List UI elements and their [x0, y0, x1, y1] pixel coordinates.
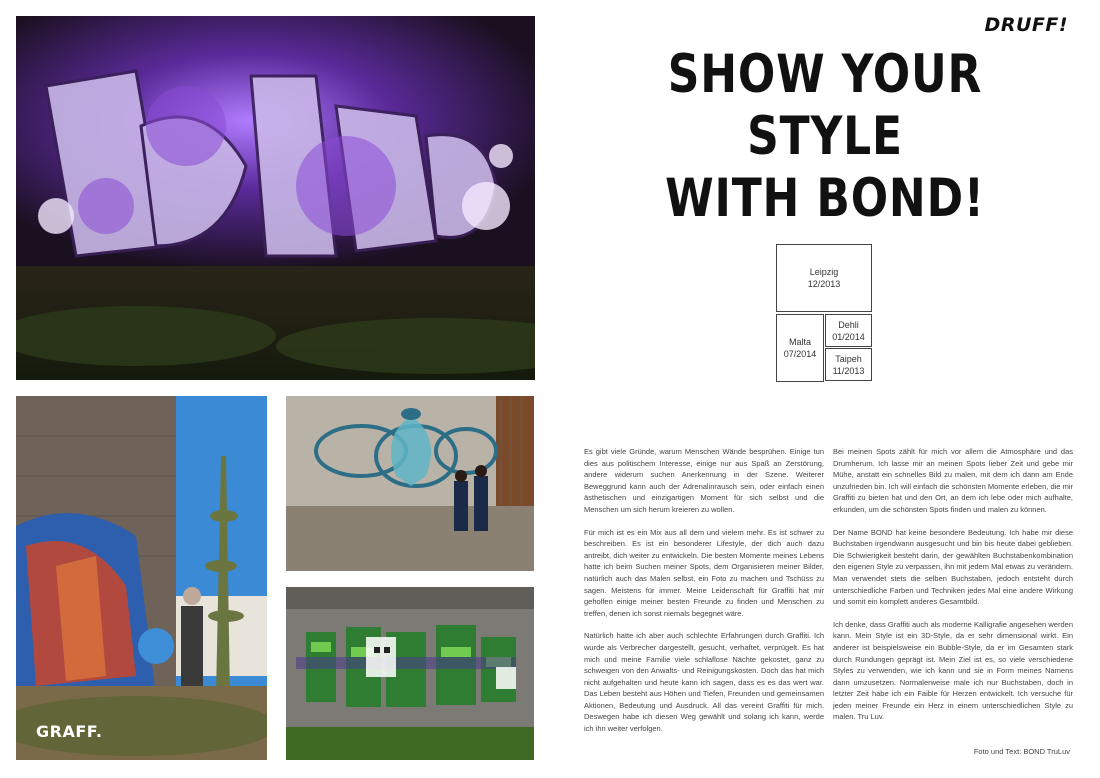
- location-date: 07/2014: [783, 349, 817, 359]
- article-paragraph: Für mich ist es ein Mix aus all dem und vielem mehr. Es ist schwer zu beschreiben. Es ist ein besonderer Lifestyle, der dich auch dazu antreibt, dich weiter zu entwickeln. Die besten Momente meines Lebens hatte ich beim Suchen meiner Spots, dem Organisieren meiner Bilder, natürlich auch das Malen selbst, ein Foto zu machen und Tschüss zu sagen. Meistens für immer. Meine Leidenschaft für Graffiti hat mir geholfen einige meiner besten Freunde zu finden und Menschen zu treffen, denen ich sonst niemals begegnet wäre.: [584, 527, 824, 618]
- wall-painter-photo: [16, 396, 267, 760]
- location-date: 11/2013: [832, 365, 865, 376]
- magazine-logo: DRUFF!: [984, 14, 1068, 36]
- article-paragraph: Bei meinen Spots zählt für mich vor allem die Atmosphäre und das Drumherum. Ich lasse mir an meinen Spots lieber Zeit und gebe mir Mühe, anstatt ein schnelles Bild zu malen, mit dem ich dann am Ende unzufrieden bin. Ich will einfach die schönsten Momente erleben, die mir Graffiti zu bieten hat und den Ort, an dem ich lebe oder mich aufhalte, erkunden, um die schönsten Spots finden und malen zu können.: [833, 447, 1073, 514]
- graff-logo: GRAFF.: [36, 722, 103, 741]
- article-column-2: [833, 446, 1073, 734]
- article-paragraph: Der Name BOND hat keine besondere Bedeutung. Ich habe mir diese Buchstaben irgendwann ausgesucht und bin bis heute dabei geblieben. Die Schwierigkeit besteht darin, der gewählten Buchstabenkombination den eigenen Style zu verpassen, ihn mit jedem Mal etwas zu verändern. Man verwendet stets die selben Buchstaben, jedoch entsteht durch unterschiedliche Farben und Techniken jedes Mal eine andere Wirkung und somit ein komplett anderes Gesamtbild.: [833, 527, 1073, 607]
- pixel-graffiti-photo: [286, 587, 534, 760]
- location-city: Malta: [788, 337, 811, 347]
- location-box-malta: [776, 314, 824, 382]
- location-box-dehli: [825, 314, 872, 347]
- article-paragraph: Natürlich hatte ich aber auch schlechte Erfahrungen durch Graffiti. Ich wurde als Verbrecher dargestellt, gesucht, verhaftet, verprügelt. Es hat mich und meine Familie viele schlaflose Nächte gekostet, ganz zu schweigen von den Anwalts- und Reinigungskosten. Doch das hat mich nicht aufgehalten und heute kann ich sagen, dass es es das wert war. Das Leben besteht aus Höhen und Tiefen, Freunden und gemeinsamen Aktionen, Bedeutung und Ausdruck. All das vereint Graffiti für mich. Deswegen habe ich diesen Weg gewählt und solang ich kann, werde ich ihn weiter verfolgen.: [584, 631, 824, 734]
- headline: [605, 44, 1045, 230]
- location-box-leipzig: [776, 244, 872, 312]
- location-city: Dehli: [838, 319, 859, 330]
- location-date: 12/2013: [807, 279, 841, 289]
- location-date: 01/2014: [832, 331, 865, 342]
- location-city: Leipzig: [809, 267, 839, 277]
- photo-credit: Foto und Text: BOND TruLuv: [973, 747, 1070, 756]
- main-graffiti-photo: [16, 16, 535, 380]
- headline-line-1: SHOW YOUR STYLE: [667, 44, 983, 167]
- article-paragraph: Ich denke, dass Graffiti auch als moderne Kalligrafie angesehen werden kann. Mein Style ist ein 3D-Style, da er sehr dimensional wirkt. Ein anderer ist beispielsweise ein Bubble-Style, da er im Gesamten stark durch Rundungen geprägt ist. Mein Ziel ist es, so viele verschiedene Styles zu verwenden, wie ich kann und sie in Form meines Namens dann umzusetzen. Normalerweise male ich nur Buchstaben, doch in letzter Zeit habe ich ein Faible für Herzen entwickelt. Ich versuche für jeden meiner Freunde ein Herz in einem unterschiedlichen Style zu malen. Tru Luv.: [833, 619, 1073, 722]
- location-box-taipeh: [825, 348, 872, 381]
- butterfly-graffiti-photo: [286, 396, 534, 571]
- headline-line-2: WITH BOND!: [665, 168, 985, 229]
- article-column-1: [584, 446, 824, 746]
- article-paragraph: Es gibt viele Gründe, warum Menschen Wände besprühen. Einige tun dies aus politischem Interesse, einige nur aus Spaß an Zerstörung, andere widerum suchen Anerkennung in der Szene. Weiterer Beweggrund kann auch der Adrenalinrausch sein, oder einfach einen ästhetischen und einzigartigen Moment für sich selbst und die Menschen um sich herum kreieren zu wollen.: [584, 447, 824, 514]
- location-city: Taipeh: [835, 353, 862, 364]
